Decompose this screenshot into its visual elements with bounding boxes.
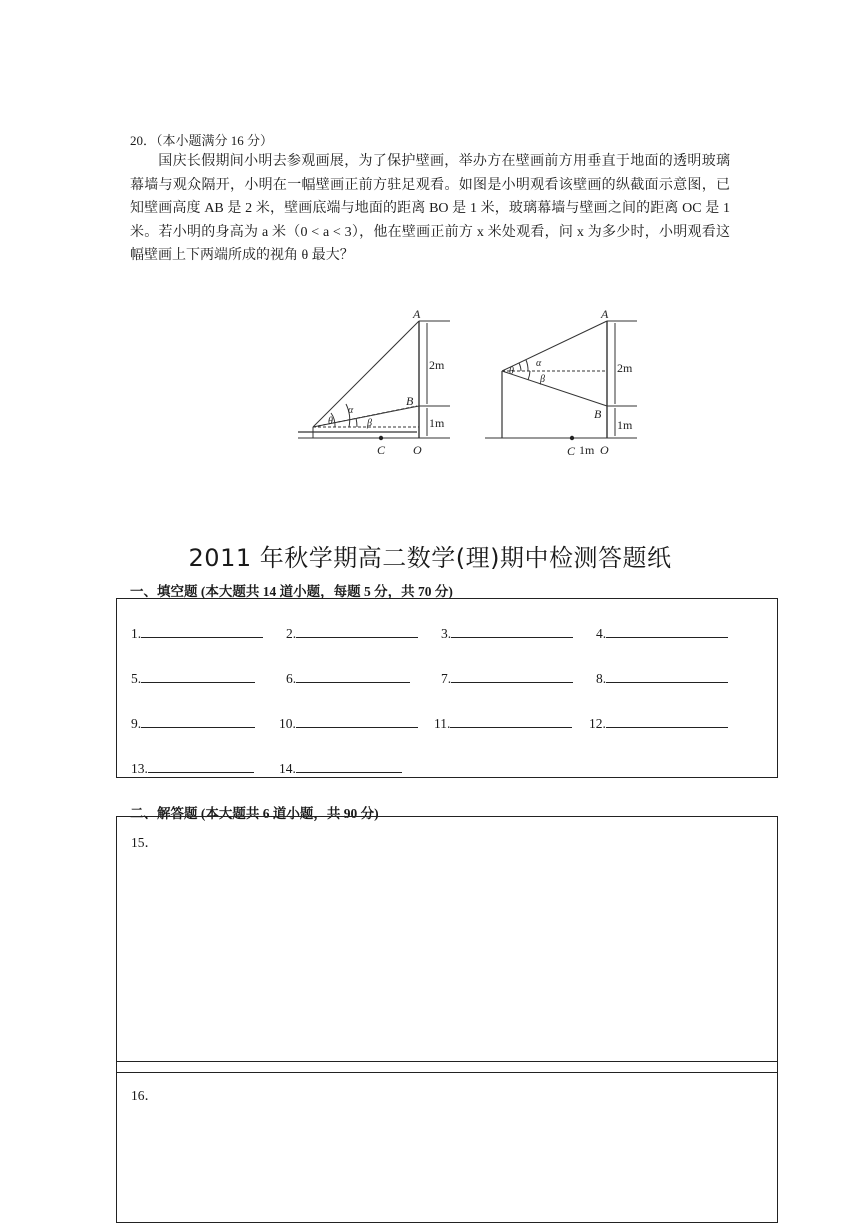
blank-label: 5.: [131, 671, 142, 686]
blank-2[interactable]: [286, 624, 418, 642]
question-body: [130, 150, 730, 268]
blank-label: 11.: [434, 716, 451, 731]
blank-12[interactable]: [589, 714, 728, 732]
left-label-theta: θ: [328, 416, 333, 427]
right-label-co: 1m: [579, 443, 595, 457]
right-label-b: B: [594, 407, 602, 421]
blank-14[interactable]: [279, 759, 402, 777]
right-figure: [485, 321, 637, 438]
blank-7[interactable]: [441, 669, 573, 687]
section2-heading: 二、解答题 (本大题共 6 道小题，共 90 分): [130, 806, 379, 821]
right-label-1m: 1m: [617, 418, 633, 432]
blank-label: 9.: [131, 716, 142, 731]
right-label-alpha: α: [536, 358, 542, 369]
right-label-c: C: [567, 444, 576, 458]
blank-label: 8.: [596, 671, 607, 686]
left-label-a: A: [413, 307, 421, 321]
blank-label: 12.: [589, 716, 606, 731]
left-label-o: O: [413, 443, 422, 457]
blank-10[interactable]: [279, 714, 418, 732]
left-label-2m: 2m: [429, 358, 445, 372]
blank-6[interactable]: [286, 669, 410, 687]
right-label-a: A: [601, 307, 609, 321]
left-label-alpha: α: [348, 405, 354, 416]
box-divider: [116, 1061, 778, 1073]
question-text: 国庆长假期间小明去参观画展，为了保护壁画，举办方在壁画前方用垂直于地面的透明玻璃幕墙与观众隔开，小明在一幅壁画正前方驻足观看。如图是小明观看该壁画的纵截面示意图，已知壁画高度 AB 是 2 米，壁画底端与地面的距离 BO 是 1 米，玻璃幕墙与壁画之间的距离 OC 是 1 米。若小明的身高为 a 米（0 < a < 3），他在壁画正前方 x 米处观看，问 x 为多少时，小明观看这幅壁画上下两端所成的视角 θ 最大？: [130, 154, 730, 263]
left-label-c: C: [377, 443, 386, 457]
diagram: [295, 305, 645, 465]
fill-in-box: [116, 598, 778, 778]
blank-label: 7.: [441, 671, 452, 686]
blank-label: 10.: [279, 716, 296, 731]
blank-label: 6.: [286, 671, 297, 686]
blank-4[interactable]: [596, 624, 728, 642]
left-label-1m: 1m: [429, 416, 445, 430]
answer-sheet-title: 2011 年秋学期高二数学(理)期中检测答题纸: [188, 544, 672, 572]
left-line-to-a: [313, 321, 419, 427]
question-15-label: 15．: [131, 835, 158, 850]
blank-8[interactable]: [596, 669, 728, 687]
right-point-c: [570, 436, 574, 440]
right-theta-arc: [519, 363, 521, 371]
blank-label: 13.: [131, 761, 148, 776]
answer-box-15[interactable]: [116, 816, 778, 1061]
left-point-c: [379, 436, 383, 440]
right-beta-arc: [528, 371, 530, 380]
right-line-to-a: [502, 321, 607, 371]
section1-heading: 一、填空题 (本大题共 14 道小题，每题 5 分，共 70 分): [130, 584, 453, 599]
question-16-label: 16．: [131, 1088, 158, 1103]
left-label-b: B: [406, 394, 414, 408]
blank-5[interactable]: [131, 669, 255, 687]
left-beta-arc: [356, 418, 357, 427]
right-label-beta: β: [540, 374, 545, 385]
blank-label: 4.: [596, 626, 607, 641]
blank-11[interactable]: [434, 714, 572, 732]
blank-3[interactable]: [441, 624, 573, 642]
blank-9[interactable]: [131, 714, 255, 732]
blank-1[interactable]: [131, 624, 263, 642]
blank-label: 14.: [279, 761, 296, 776]
right-alpha-arc: [526, 360, 528, 371]
blank-label: 2.: [286, 626, 297, 641]
blank-label: 3.: [441, 626, 452, 641]
answer-box-16[interactable]: [116, 1073, 778, 1223]
left-label-beta: β: [367, 418, 372, 429]
left-figure: [298, 321, 450, 438]
right-line-to-b: [502, 371, 607, 406]
blank-label: 1.: [131, 626, 142, 641]
right-label-o: O: [600, 443, 609, 457]
question-header: 20．（本小题满分 16 分）: [130, 133, 274, 148]
blank-13[interactable]: [131, 759, 254, 777]
right-label-2m: 2m: [617, 361, 633, 375]
right-label-theta: θ: [509, 366, 514, 377]
